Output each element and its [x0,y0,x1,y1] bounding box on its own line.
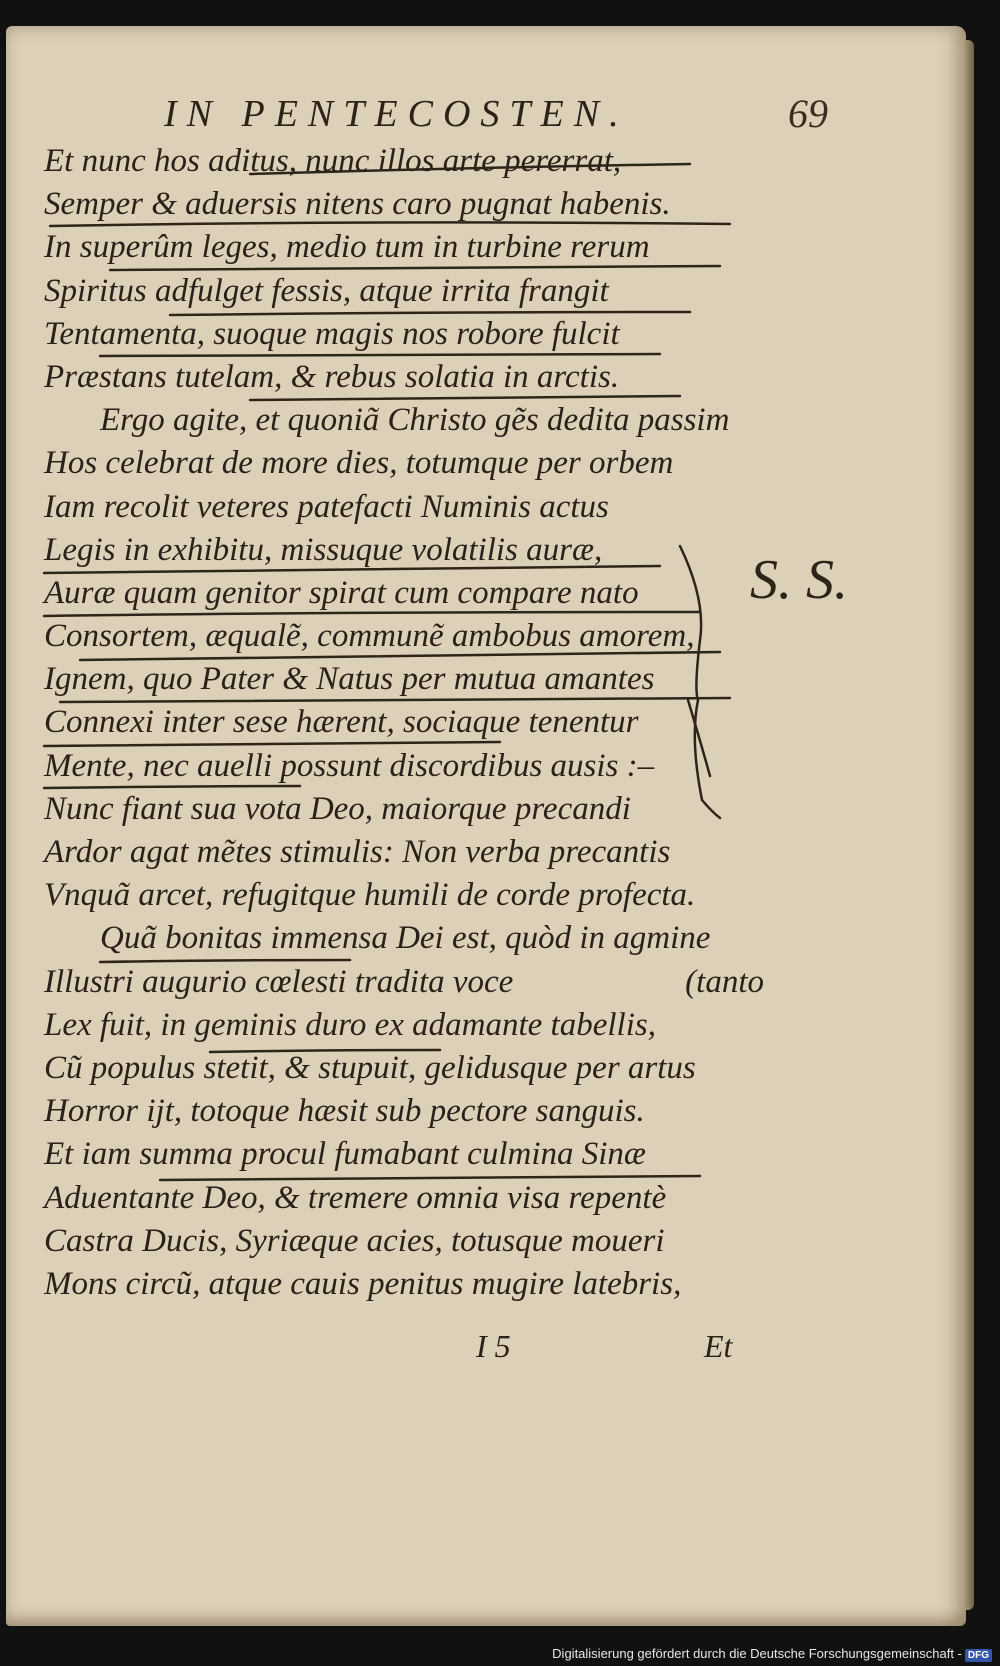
verse-text: Vnquã arcet, refugitque humili de corde profecta. [44,877,696,914]
underline [250,164,690,174]
verse-text: Et iam summa procul fumabant culmina Sinæ [44,1136,646,1173]
margin-note: S. S. [750,549,848,611]
verse-text: Semper & aduersis nitens caro pugnat habenis. [44,186,671,223]
catchword: Et [704,1328,733,1364]
dfg-logo-icon: DFG [965,1649,992,1662]
underline [100,960,350,962]
underline [44,566,660,573]
verse-text: Cũ populus stetit, & stupuit, gelidusque per artus [44,1049,696,1086]
underline [60,698,730,702]
verse-text: Legis in exhibitu, missuque volatilis auræ, [44,531,603,568]
verse-text: Connexi inter sese hærent, sociaque tenentur [44,704,639,741]
verse-text: Illustri augurio cœlesti tradita voce [44,963,514,1000]
verse-text: Spiritus adfulget fessis, atque irrita frangit [44,272,609,309]
underline [44,612,700,616]
verse-text: Consortem, æqualẽ, communẽ ambobus amorem, [44,618,695,655]
underline [100,354,660,356]
footer-text: Digitalisierung gefördert durch die Deutsche Forschungsgemeinschaft - [552,1646,962,1661]
verse-text: Castra Ducis, Syriæque acies, totusque moueri [44,1222,665,1259]
verse-text: Ergo agite, et quoniã Christo gẽs dedita passim [100,402,730,439]
folio-annotation: 69 [788,91,828,136]
underline [80,652,720,660]
underline [170,312,690,315]
underline [210,1050,440,1052]
running-head: IN PENTECOSTEN. [164,93,629,135]
verse-text: Lex fuit, in geminis duro ex adamante tabellis, [44,1006,656,1043]
verse-text: Horror ijt, totoque hæsit sub pectore sanguis. [44,1093,645,1130]
verse-text: Tentamenta, suoque magis nos robore fulcit [44,315,620,352]
verse-text: Mons circũ, atque cauis penitus mugire latebris, [44,1265,682,1302]
underline [160,1176,700,1180]
verse-text: Præstans tutelam, & rebus solatia in arctis. [44,358,620,395]
bracket-lower [688,700,710,776]
verse-text: Et nunc hos aditus, nunc illos arte pererrat, [44,143,622,179]
verse-text: Aduentante Deo, & tremere omnia visa repentè [44,1179,667,1216]
verse-text: Quã bonitas immensa Dei est, quòd in agmine [100,920,711,957]
verse-text: In superûm leges, medio tum in turbine rerum [44,229,650,266]
footer-credit [552,1646,992,1662]
verse-text: Auræ quam genitor spirat cum compare nato [44,574,639,611]
underline [250,396,680,400]
verse-text: Mente, nec auelli possunt discordibus ausis :– [44,747,655,784]
verse-text: Ardor agat mẽtes stimulis: Non verba precantis [44,834,671,870]
verse-text: Iam recolit veteres patefacti Numinis actus [44,488,609,525]
underline [44,742,500,746]
bracket [680,546,720,818]
underline [50,222,730,226]
verse-tail: (tanto [685,963,764,1000]
underline [44,786,300,788]
verse-text: Nunc fiant sua vota Deo, maiorque precandi [44,790,631,827]
signature-mark: I 5 [476,1328,511,1364]
verse-text: Ignem, quo Pater & Natus per mutua amantes [44,661,655,698]
underline [110,266,720,270]
verse-text: Hos celebrat de more dies, totumque per orbem [44,445,674,482]
